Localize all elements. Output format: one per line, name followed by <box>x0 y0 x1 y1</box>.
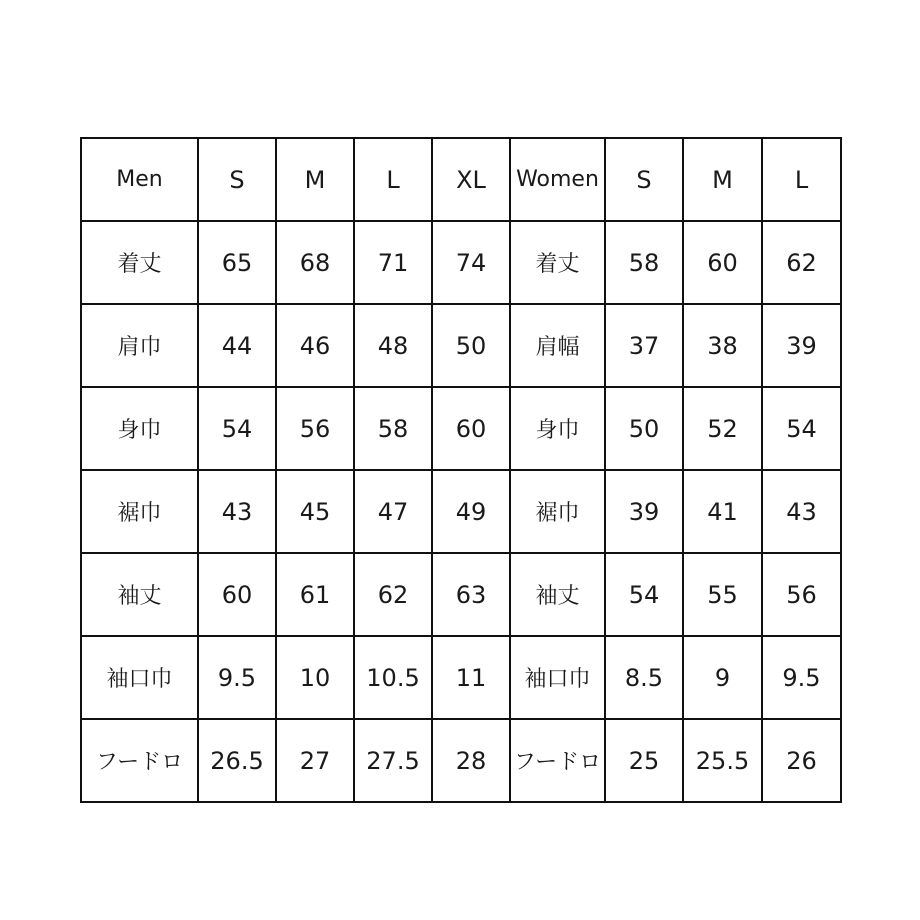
table-cell: 45 <box>276 470 354 553</box>
table-cell: 25.5 <box>683 719 762 802</box>
header-cell-men-m: M <box>276 138 354 221</box>
table-cell: 60 <box>683 221 762 304</box>
table-cell: 65 <box>198 221 276 304</box>
table-row <box>81 636 841 719</box>
table-cell: 54 <box>605 553 683 636</box>
table-cell: 62 <box>762 221 841 304</box>
table-cell: 9 <box>683 636 762 719</box>
header-cell-men-xl: XL <box>432 138 510 221</box>
measurement-label: 袖丈 <box>510 553 605 636</box>
table-cell: 43 <box>198 470 276 553</box>
measurement-label: 袖丈 <box>81 553 198 636</box>
measurement-label: 裾巾 <box>510 470 605 553</box>
table-row <box>81 387 841 470</box>
table-cell: 54 <box>198 387 276 470</box>
header-cell-women: Women <box>510 138 605 221</box>
table-cell: 11 <box>432 636 510 719</box>
table-row <box>81 553 841 636</box>
table-cell: 25 <box>605 719 683 802</box>
table-cell: 60 <box>198 553 276 636</box>
table-cell: 26.5 <box>198 719 276 802</box>
measurement-label: 着丈 <box>81 221 198 304</box>
table-cell: 9.5 <box>198 636 276 719</box>
table-cell: 58 <box>354 387 432 470</box>
header-cell-men-s: S <box>198 138 276 221</box>
measurement-label: 着丈 <box>510 221 605 304</box>
table-cell: 39 <box>605 470 683 553</box>
measurement-label: 肩幅 <box>510 304 605 387</box>
table-cell: 62 <box>354 553 432 636</box>
table-cell: 44 <box>198 304 276 387</box>
measurement-label: フードロ <box>510 719 605 802</box>
measurement-label: 袖口巾 <box>81 636 198 719</box>
table-cell: 56 <box>762 553 841 636</box>
table-cell: 39 <box>762 304 841 387</box>
table-cell: 47 <box>354 470 432 553</box>
header-row <box>81 138 841 221</box>
table-cell: 28 <box>432 719 510 802</box>
table-cell: 37 <box>605 304 683 387</box>
table-cell: 49 <box>432 470 510 553</box>
measurement-label: フードロ <box>81 719 198 802</box>
table-cell: 41 <box>683 470 762 553</box>
table-cell: 46 <box>276 304 354 387</box>
header-cell-women-s: S <box>605 138 683 221</box>
table-cell: 10.5 <box>354 636 432 719</box>
table-cell: 52 <box>683 387 762 470</box>
table-cell: 27 <box>276 719 354 802</box>
table-cell: 10 <box>276 636 354 719</box>
header-cell-men: Men <box>81 138 198 221</box>
measurement-label: 裾巾 <box>81 470 198 553</box>
table-cell: 38 <box>683 304 762 387</box>
table-cell: 63 <box>432 553 510 636</box>
table-cell: 68 <box>276 221 354 304</box>
table-cell: 50 <box>432 304 510 387</box>
table-cell: 61 <box>276 553 354 636</box>
header-cell-men-l: L <box>354 138 432 221</box>
measurement-label: 身巾 <box>510 387 605 470</box>
table-cell: 27.5 <box>354 719 432 802</box>
table-cell: 60 <box>432 387 510 470</box>
header-cell-women-m: M <box>683 138 762 221</box>
table-cell: 8.5 <box>605 636 683 719</box>
table-cell: 26 <box>762 719 841 802</box>
table-cell: 43 <box>762 470 841 553</box>
table-row <box>81 719 841 802</box>
table-row <box>81 470 841 553</box>
table-row <box>81 304 841 387</box>
table-cell: 71 <box>354 221 432 304</box>
table-cell: 48 <box>354 304 432 387</box>
size-chart-table <box>80 137 842 803</box>
table-cell: 55 <box>683 553 762 636</box>
table-cell: 58 <box>605 221 683 304</box>
measurement-label: 身巾 <box>81 387 198 470</box>
table-cell: 56 <box>276 387 354 470</box>
table-cell: 50 <box>605 387 683 470</box>
table-row <box>81 221 841 304</box>
measurement-label: 肩巾 <box>81 304 198 387</box>
table-cell: 9.5 <box>762 636 841 719</box>
table-cell: 54 <box>762 387 841 470</box>
header-cell-women-l: L <box>762 138 841 221</box>
table-cell: 74 <box>432 221 510 304</box>
measurement-label: 袖口巾 <box>510 636 605 719</box>
